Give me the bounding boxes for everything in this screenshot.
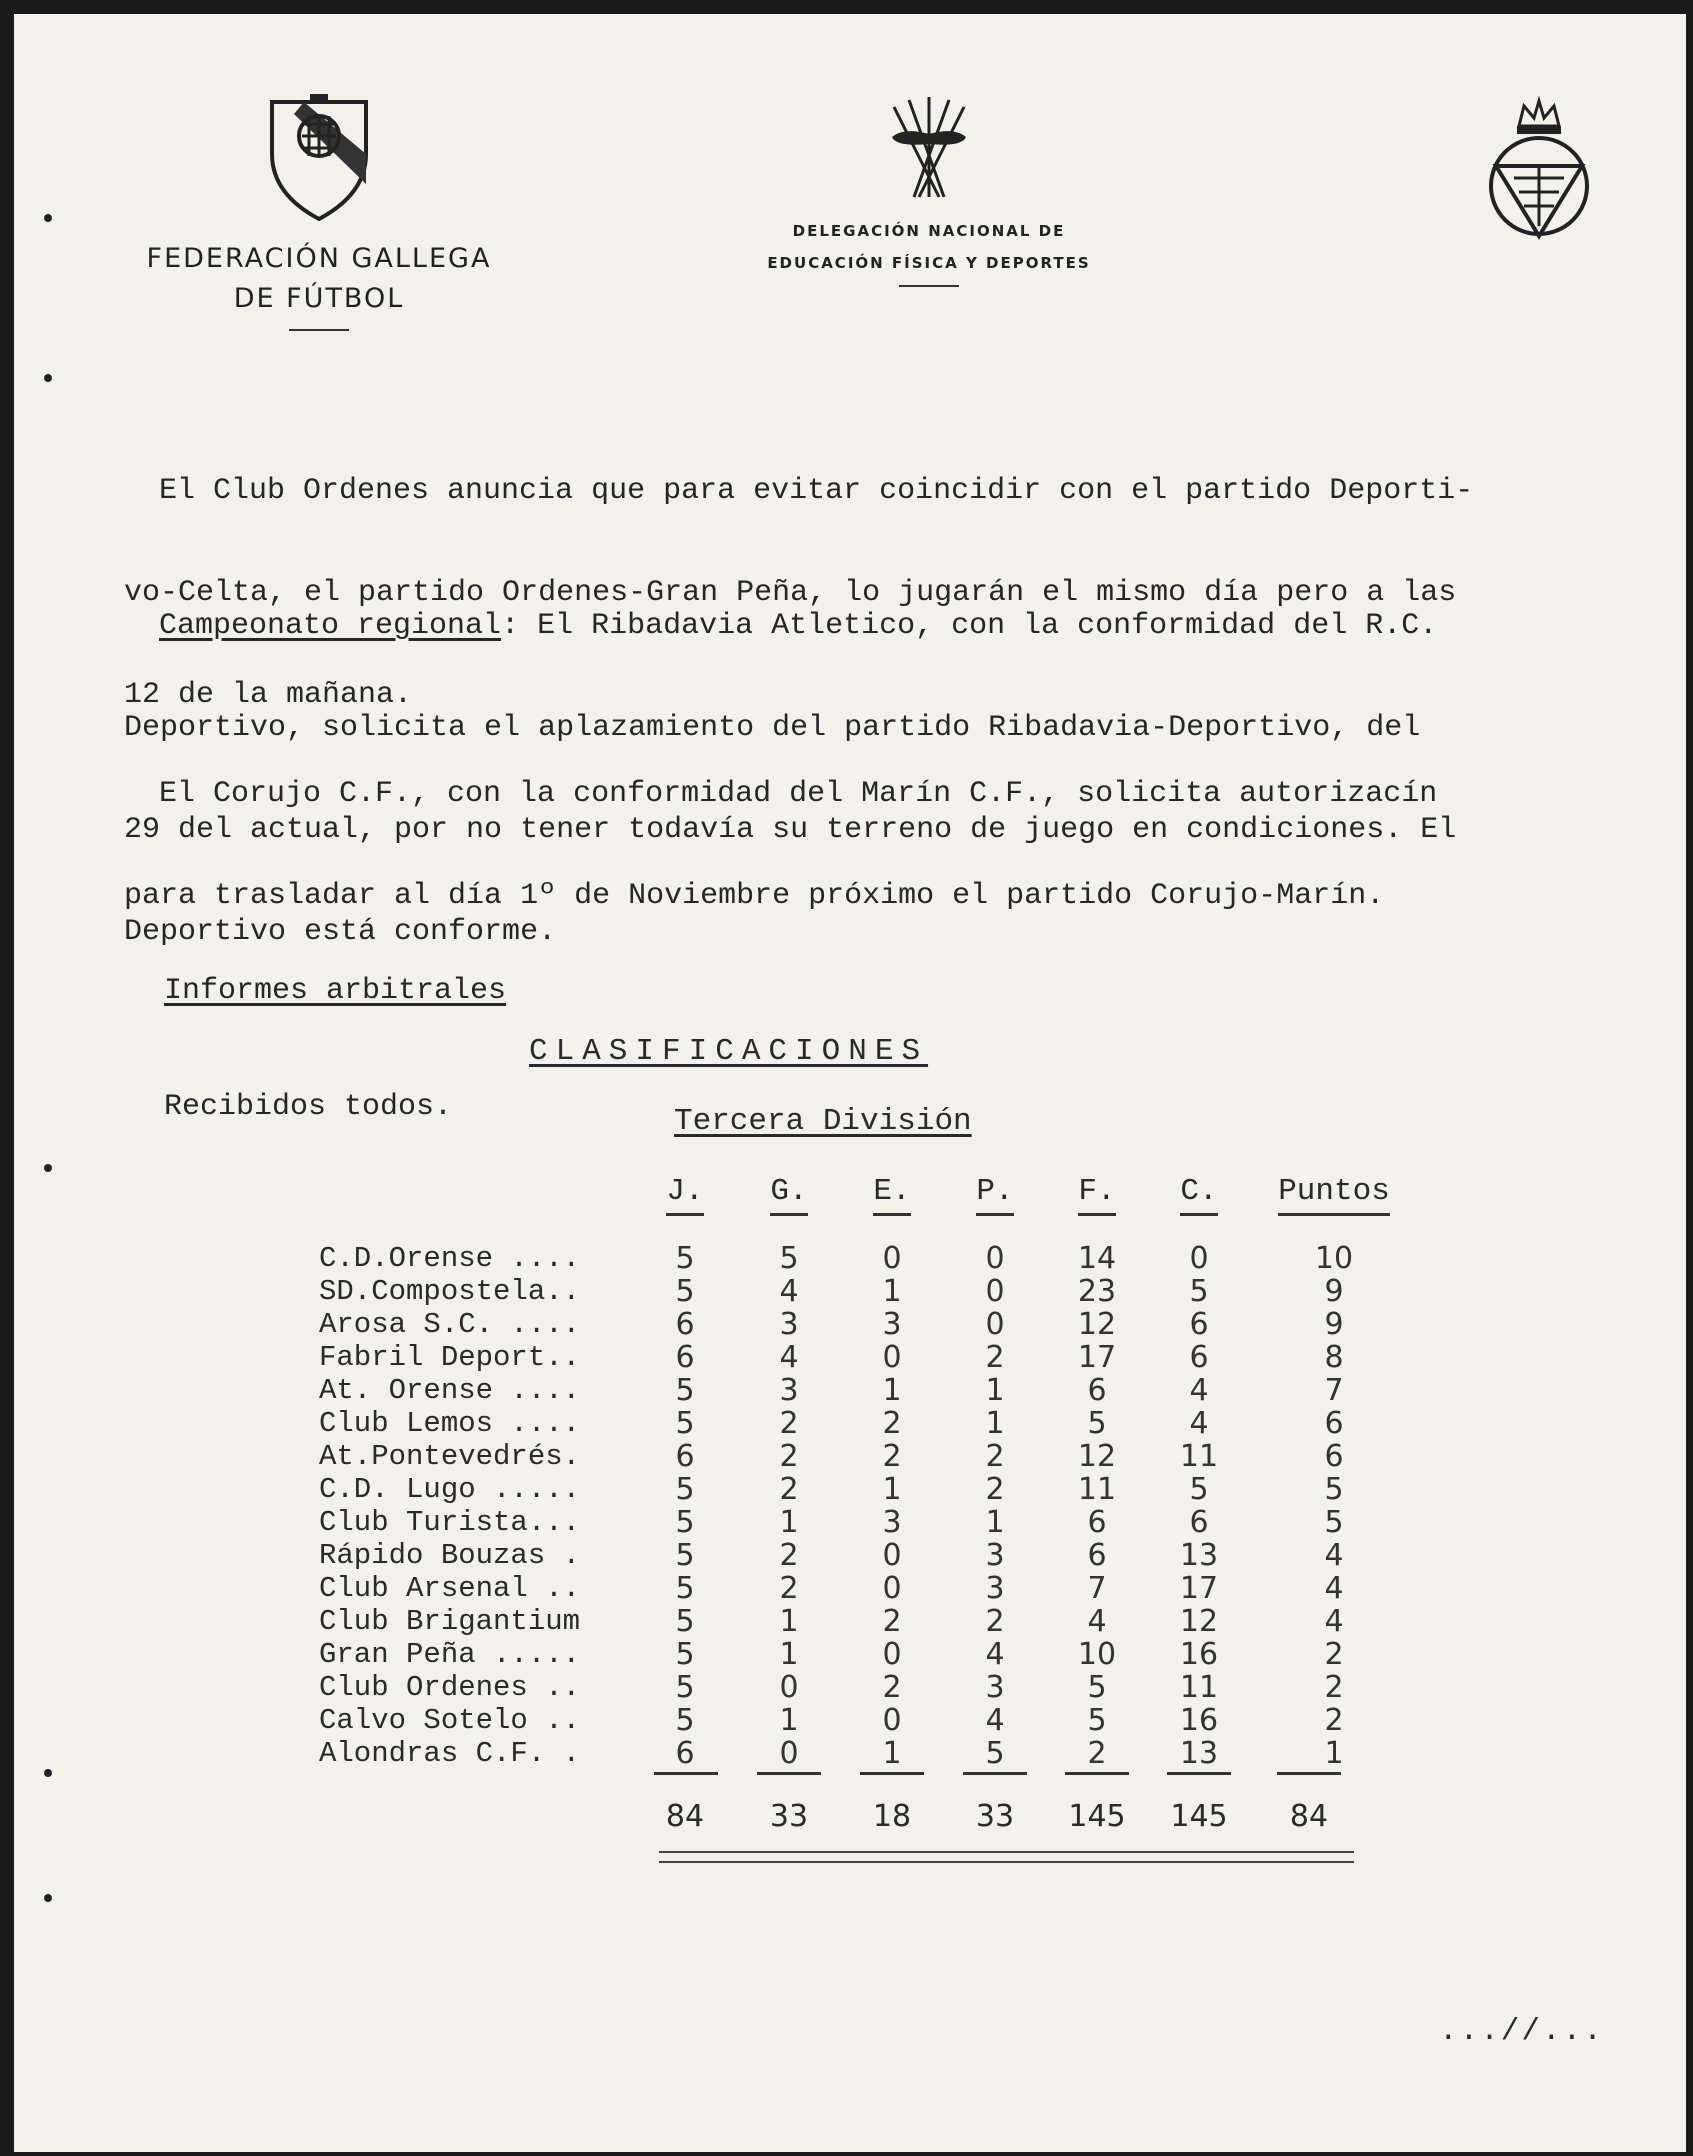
table-row [14, 1406, 1344, 1441]
text-line: 29 del actual, por no tener todavía su terreno de juego en condiciones. El [124, 813, 1457, 847]
table-cell: 2 [779, 1406, 799, 1441]
column-header: Puntos [1259, 1174, 1409, 1216]
table-cell: 2 [985, 1439, 1005, 1474]
table-cell: 4 [1189, 1373, 1209, 1408]
table-cell: 4 [1324, 1538, 1344, 1573]
team-name: C.D. Lugo ..... [319, 1473, 581, 1506]
team-name: Arosa S.C. .... [319, 1308, 581, 1341]
table-cell: 3 [779, 1373, 799, 1408]
table-cell: 2 [1087, 1736, 1107, 1771]
table-cell: 3 [985, 1670, 1005, 1705]
table-cell: 2 [1324, 1637, 1344, 1672]
table-cell: 5 [675, 1571, 695, 1606]
table-cell: 0 [882, 1703, 902, 1738]
table-cell: 3 [882, 1307, 902, 1342]
table-cell: 4 [985, 1637, 1005, 1672]
table-cell: 2 [882, 1406, 902, 1441]
table-cell: 1 [779, 1703, 799, 1738]
table-cell: 4 [1087, 1604, 1107, 1639]
table-cell: 1 [1324, 1736, 1344, 1771]
column-header: J. [650, 1174, 720, 1216]
text-line: para trasladar al día 1º de Noviembre próximo el partido Corujo-Marín. [124, 879, 1385, 913]
table-cell: 2 [882, 1670, 902, 1705]
table-cell: 0 [882, 1538, 902, 1573]
table-cell: 1 [779, 1637, 799, 1672]
table-cell: 6 [675, 1307, 695, 1342]
table-cell: 5 [675, 1505, 695, 1540]
table-cell: 1 [882, 1736, 902, 1771]
table-cell: 5 [675, 1604, 695, 1639]
table-cell: 11 [1179, 1670, 1219, 1705]
table-cell: 3 [882, 1505, 902, 1540]
text-line: El Club Ordenes anuncia que para evitar coincidir con el partido Deporti- [159, 474, 1474, 508]
crown-crest-icon [1484, 96, 1594, 246]
table-cell: 2 [1324, 1703, 1344, 1738]
yoke-arrows-icon [884, 92, 974, 202]
table-cell: 0 [779, 1736, 799, 1771]
text-line: : El Ribadavia Atletico, con la conformidad del R.C. [501, 609, 1438, 643]
table-cell: 12 [1179, 1604, 1219, 1639]
table-row [14, 1505, 1344, 1540]
table-cell: 2 [882, 1604, 902, 1639]
team-name: Club Turista... [319, 1506, 581, 1539]
table-cell: 2 [985, 1472, 1005, 1507]
table-cell: 1 [882, 1472, 902, 1507]
table-cell: 0 [1189, 1241, 1209, 1276]
column-header: P. [960, 1174, 1030, 1216]
team-name: Club Arsenal .. [319, 1572, 581, 1605]
column-header: F. [1062, 1174, 1132, 1216]
team-name: Calvo Sotelo .. [319, 1704, 581, 1737]
table-cell: 2 [779, 1472, 799, 1507]
table-cell: 4 [779, 1340, 799, 1375]
table-cell: 13 [1179, 1736, 1219, 1771]
table-cell: 17 [1077, 1340, 1117, 1375]
table-cell: 16 [1179, 1637, 1219, 1672]
table-cell: 5 [675, 1703, 695, 1738]
team-name: C.D.Orense .... [319, 1242, 581, 1275]
table-cell: 2 [985, 1340, 1005, 1375]
table-cell: 6 [675, 1340, 695, 1375]
total-value: 145 [1068, 1799, 1126, 1834]
table-row [14, 1472, 1344, 1507]
table-cell: 13 [1179, 1538, 1219, 1573]
table-cell: 2 [779, 1571, 799, 1606]
text-line: Deportivo está conforme. [124, 915, 557, 949]
table-cell: 5 [1189, 1274, 1209, 1309]
total-rule [654, 1772, 718, 1775]
table-cell: 0 [882, 1571, 902, 1606]
federation-name-line1: FEDERACIÓN GALLEGA [146, 243, 492, 274]
punch-mark [44, 1164, 52, 1172]
table-cell: 17 [1179, 1571, 1219, 1606]
punch-mark [44, 1769, 52, 1777]
table-cell: 6 [1324, 1406, 1344, 1441]
table-row [14, 1571, 1344, 1606]
table-cell: 4 [985, 1703, 1005, 1738]
divider [289, 329, 349, 331]
table-cell: 14 [1077, 1241, 1117, 1276]
federation-name-line2: DE FÚTBOL [233, 283, 405, 314]
team-name: Club Brigantium [319, 1605, 581, 1638]
table-row [14, 1340, 1344, 1375]
table-cell: 5 [675, 1637, 695, 1672]
table-cell: 7 [1324, 1373, 1344, 1408]
delegation-name-line1: DELEGACIÓN NACIONAL DE [792, 222, 1066, 240]
table-row [14, 1736, 1344, 1771]
continuation-mark: ...//... [1439, 2014, 1604, 2049]
table-cell: 0 [882, 1637, 902, 1672]
table-cell: 5 [1087, 1703, 1107, 1738]
table-cell: 5 [675, 1670, 695, 1705]
table-subtitle: Tercera División [674, 1104, 972, 1139]
text-line: El Corujo C.F., con la conformidad del Marín C.F., solicita autorizacín [159, 777, 1438, 811]
table-cell: 2 [985, 1604, 1005, 1639]
table-row [14, 1538, 1344, 1573]
table-cell: 8 [1324, 1340, 1344, 1375]
total-rule [860, 1772, 924, 1775]
table-cell: 1 [882, 1274, 902, 1309]
table-cell: 0 [882, 1340, 902, 1375]
table-cell: 3 [985, 1571, 1005, 1606]
table-cell: 12 [1077, 1307, 1117, 1342]
table-cell: 6 [675, 1736, 695, 1771]
team-name: Alondras C.F. . [319, 1737, 581, 1770]
table-cell: 6 [1087, 1373, 1107, 1408]
table-cell: 12 [1077, 1439, 1117, 1474]
team-name: Club Lemos .... [319, 1407, 581, 1440]
table-cell: 0 [779, 1670, 799, 1705]
table-cell: 6 [675, 1439, 695, 1474]
table-cell: 6 [1189, 1307, 1209, 1342]
table-cell: 5 [1324, 1505, 1344, 1540]
delegation-header [704, 92, 1154, 287]
table-cell: 10 [1077, 1637, 1117, 1672]
table-cell: 4 [1189, 1406, 1209, 1441]
table-cell: 1 [882, 1373, 902, 1408]
table-cell: 4 [1324, 1604, 1344, 1639]
total-value: 84 [665, 1799, 705, 1834]
table-cell: 11 [1077, 1472, 1117, 1507]
table-cell: 23 [1077, 1274, 1117, 1309]
table-cell: 4 [1324, 1571, 1344, 1606]
table-cell: 0 [985, 1274, 1005, 1309]
table-cell: 0 [985, 1307, 1005, 1342]
table-cell: 5 [675, 1538, 695, 1573]
team-name: At. Orense .... [319, 1374, 581, 1407]
table-cell: 7 [1087, 1571, 1107, 1606]
table-cell: 1 [985, 1505, 1005, 1540]
table-cell: 5 [1189, 1472, 1209, 1507]
table-row [14, 1373, 1344, 1408]
text-line: vo-Celta, el partido Ordenes-Gran Peña, lo jugarán el mismo día pero a las [124, 576, 1457, 610]
table-cell: 5 [1324, 1472, 1344, 1507]
table-cell: 3 [985, 1538, 1005, 1573]
punch-mark [44, 1894, 52, 1902]
table-cell: 2 [779, 1439, 799, 1474]
table-cell: 1 [779, 1604, 799, 1639]
table-row [14, 1703, 1344, 1738]
table-cell: 6 [1189, 1340, 1209, 1375]
table-row [14, 1670, 1344, 1705]
text-line: 12 de la mañana. [124, 678, 413, 712]
table-cell: 5 [675, 1406, 695, 1441]
text-line: Recibidos todos. [164, 1090, 453, 1124]
table-cell: 5 [675, 1241, 695, 1276]
punch-mark [44, 374, 52, 382]
total-rule [963, 1772, 1027, 1775]
total-value: 18 [872, 1799, 912, 1834]
column-header: G. [754, 1174, 824, 1216]
delegation-name-line2: EDUCACIÓN FÍSICA Y DEPORTES [767, 254, 1091, 272]
table-cell: 1 [985, 1373, 1005, 1408]
team-name: At.Pontevedrés. [319, 1440, 581, 1473]
table-cell: 1 [985, 1406, 1005, 1441]
federation-header [109, 94, 529, 331]
table-cell: 5 [675, 1274, 695, 1309]
section-heading: Informes arbitrales [164, 974, 507, 1008]
table-cell: 10 [1314, 1241, 1354, 1276]
table-cell: 5 [779, 1241, 799, 1276]
total-value: 33 [975, 1799, 1015, 1834]
table-cell: 6 [1087, 1538, 1107, 1573]
section-heading: Campeonato regional [159, 609, 502, 643]
table-cell: 0 [985, 1241, 1005, 1276]
table-row [14, 1241, 1354, 1276]
table-cell: 6 [1087, 1505, 1107, 1540]
document-page [14, 14, 1686, 2152]
total-rule [1277, 1772, 1341, 1775]
table-row [14, 1274, 1344, 1309]
team-name: Fabril Deport.. [319, 1341, 581, 1374]
table-row [14, 1604, 1344, 1639]
text-line: Deportivo, solicita el aplazamiento del partido Ribadavia-Deportivo, del [124, 711, 1421, 745]
table-cell: 4 [779, 1274, 799, 1309]
total-rule [757, 1772, 821, 1775]
table-cell: 1 [779, 1505, 799, 1540]
table-cell: 2 [779, 1538, 799, 1573]
total-value: 84 [1289, 1799, 1329, 1834]
table-cell: 5 [675, 1373, 695, 1408]
team-name: SD.Compostela.. [319, 1275, 581, 1308]
table-cell: 3 [779, 1307, 799, 1342]
total-rule [1065, 1772, 1129, 1775]
column-header: E. [857, 1174, 927, 1216]
table-cell: 11 [1179, 1439, 1219, 1474]
table-cell: 5 [985, 1736, 1005, 1771]
table-cell: 5 [1087, 1670, 1107, 1705]
team-name: Club Ordenes .. [319, 1671, 581, 1704]
table-cell: 5 [675, 1472, 695, 1507]
team-name: Rápido Bouzas . [319, 1539, 581, 1572]
total-value: 33 [769, 1799, 809, 1834]
team-name: Gran Peña ..... [319, 1638, 581, 1671]
federation-shield-icon [264, 94, 374, 224]
table-cell: 0 [882, 1241, 902, 1276]
divider [899, 285, 959, 287]
table-cell: 9 [1324, 1274, 1344, 1309]
total-rule [1167, 1772, 1231, 1775]
punch-mark [44, 214, 52, 222]
table-cell: 2 [1324, 1670, 1344, 1705]
table-title: CLASIFICACIONES [529, 1034, 929, 1069]
total-value: 145 [1170, 1799, 1228, 1834]
table-cell: 16 [1179, 1703, 1219, 1738]
table-cell: 6 [1324, 1439, 1344, 1474]
table-cell: 5 [1087, 1406, 1107, 1441]
table-row [14, 1637, 1344, 1672]
column-header: C. [1164, 1174, 1234, 1216]
table-row [14, 1439, 1344, 1474]
table-cell: 9 [1324, 1307, 1344, 1342]
table-cell: 2 [882, 1439, 902, 1474]
double-rule [659, 1851, 1354, 1863]
table-cell: 6 [1189, 1505, 1209, 1540]
table-row [14, 1307, 1344, 1342]
